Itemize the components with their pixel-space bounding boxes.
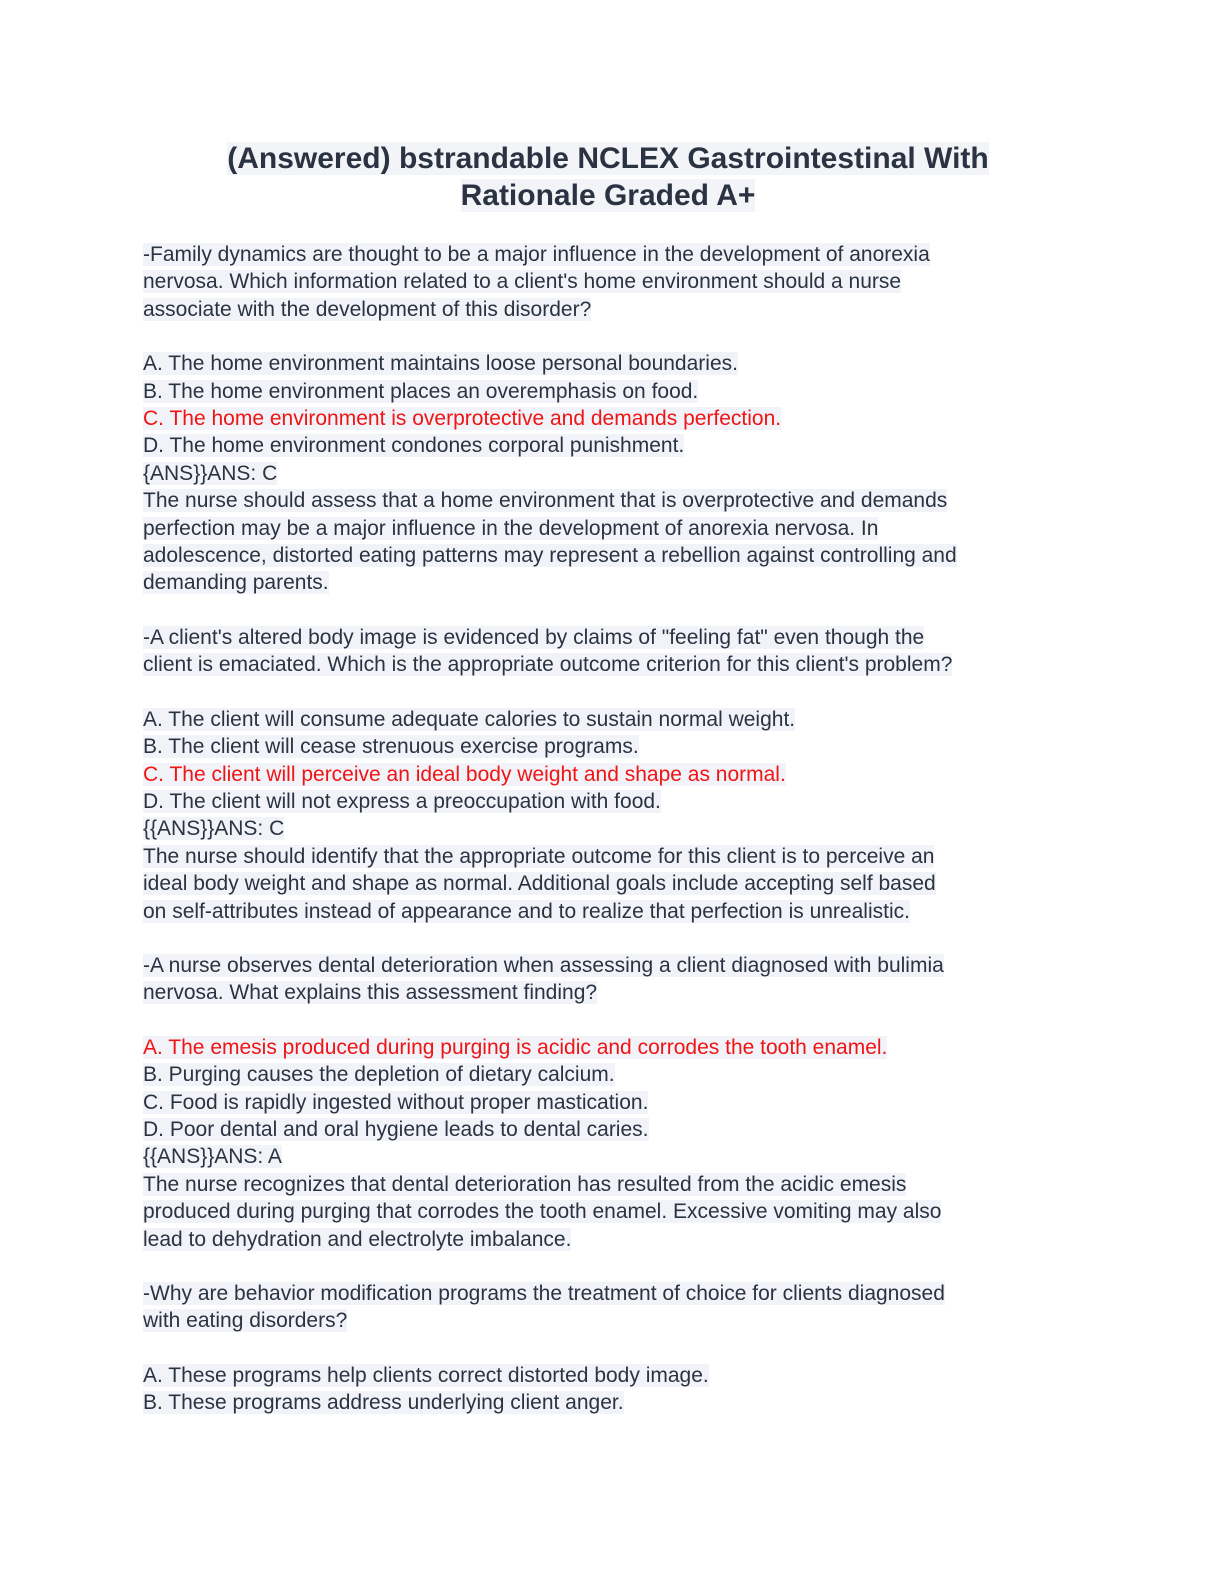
- title-line-1: (Answered) bstrandable NCLEX Gastrointestinal With: [227, 142, 989, 175]
- option-a: A. The client will consume adequate calories to sustain normal weight.: [143, 707, 796, 731]
- rationale-line: ideal body weight and shape as normal. Additional goals include accepting self based: [143, 872, 936, 896]
- question-4: [143, 1280, 1073, 1417]
- title-line-2: Rationale Graded A+: [460, 179, 756, 212]
- question-stem-line: -Why are behavior modification programs the treatment of choice for clients diagnosed: [143, 1282, 945, 1305]
- question-stem-line: associate with the development of this disorder?: [143, 297, 592, 321]
- question-stem-line: nervosa. Which information related to a client's home environment should a nurse: [143, 270, 902, 294]
- rationale-line: perfection may be a major influence in the development of anorexia nervosa. In: [143, 516, 879, 540]
- option-c-correct: C. The home environment is overprotective and demands perfection.: [143, 407, 782, 431]
- answer-key: {ANS}}ANS: C: [143, 461, 278, 485]
- rationale-line: The nurse recognizes that dental deterioration has resulted from the acidic emesis: [143, 1172, 907, 1196]
- question-stem-line: -A nurse observes dental deterioration when assessing a client diagnosed with bulimia: [143, 953, 944, 977]
- question-3: [143, 952, 1073, 1253]
- question-stem-line: -A client's altered body image is evidenced by claims of "feeling fat" even though the: [143, 625, 925, 649]
- rationale-line: The nurse should assess that a home environment that is overprotective and demands: [143, 489, 948, 513]
- rationale-line: on self-attributes instead of appearance and to realize that perfection is unrealistic.: [143, 899, 910, 923]
- option-a: A. The home environment maintains loose personal boundaries.: [143, 352, 738, 376]
- document-page: [143, 140, 1073, 1417]
- document-title: [143, 140, 1073, 214]
- question-1: [143, 241, 1073, 597]
- option-d: D. The home environment condones corporal punishment.: [143, 434, 685, 458]
- question-stem-line: with eating disorders?: [143, 1309, 348, 1333]
- option-d: D. Poor dental and oral hygiene leads to dental caries.: [143, 1117, 649, 1141]
- question-stem-line: -Family dynamics are thought to be a major influence in the development of anorexia: [143, 243, 930, 266]
- answer-key: {{ANS}}ANS: A: [143, 1145, 282, 1169]
- option-b: B. Purging causes the depletion of dietary calcium.: [143, 1063, 615, 1087]
- question-stem-line: nervosa. What explains this assessment finding?: [143, 981, 598, 1005]
- question-2: [143, 624, 1073, 925]
- option-c: C. Food is rapidly ingested without proper mastication.: [143, 1090, 649, 1114]
- option-a-correct: A. The emesis produced during purging is acidic and corrodes the tooth enamel.: [143, 1035, 888, 1059]
- rationale-line: produced during purging that corrodes the tooth enamel. Excessive vomiting may also: [143, 1200, 942, 1224]
- option-d: D. The client will not express a preoccupation with food.: [143, 789, 661, 813]
- option-c-correct: C. The client will perceive an ideal body weight and shape as normal.: [143, 762, 786, 786]
- option-b: B. These programs address underlying client anger.: [143, 1391, 624, 1415]
- rationale-line: demanding parents.: [143, 571, 329, 595]
- option-b: B. The home environment places an overemphasis on food.: [143, 379, 699, 403]
- rationale-line: adolescence, distorted eating patterns may represent a rebellion against controlling and: [143, 544, 957, 568]
- option-a: A. These programs help clients correct distorted body image.: [143, 1363, 709, 1387]
- question-stem-line: client is emaciated. Which is the appropriate outcome criterion for this client's problem?: [143, 653, 953, 677]
- option-b: B. The client will cease strenuous exercise programs.: [143, 735, 639, 759]
- rationale-line: lead to dehydration and electrolyte imbalance.: [143, 1227, 572, 1251]
- answer-key: {{ANS}}ANS: C: [143, 817, 285, 841]
- rationale-line: The nurse should identify that the appropriate outcome for this client is to perceive an: [143, 844, 935, 868]
